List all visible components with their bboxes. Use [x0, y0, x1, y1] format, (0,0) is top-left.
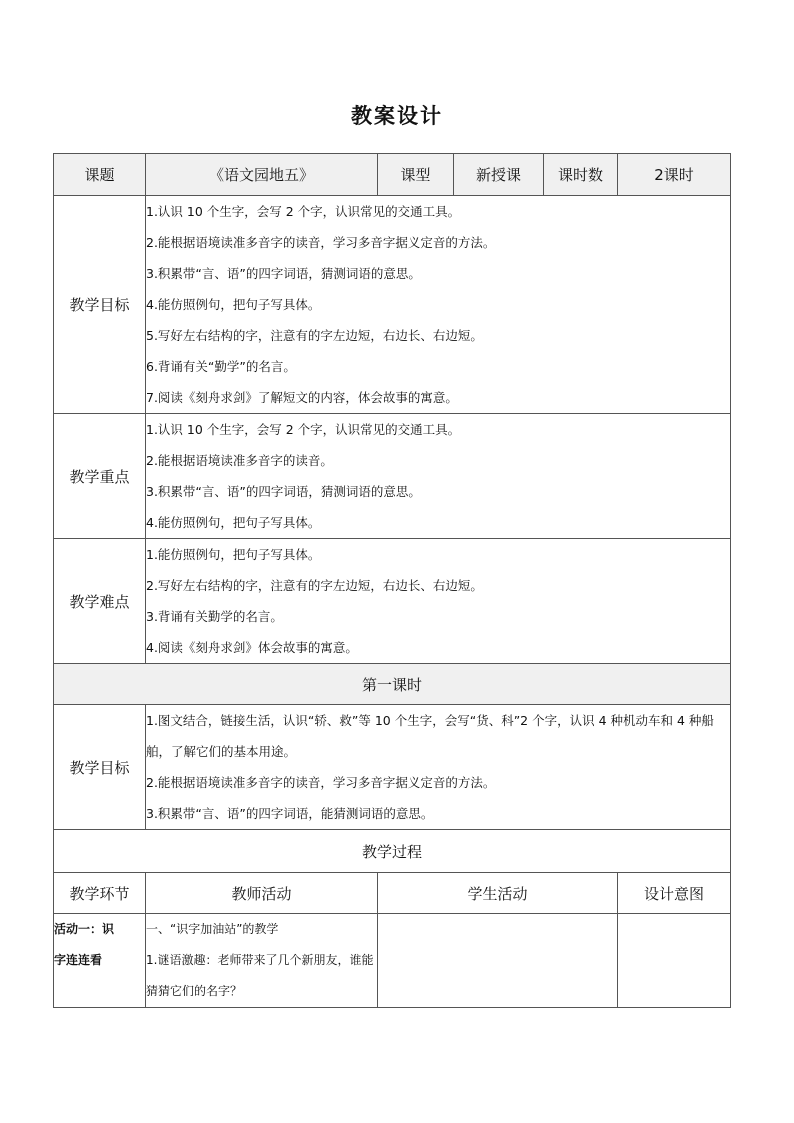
table-row	[54, 914, 731, 1008]
list-item: 4.能仿照例句，把句子写具体。	[146, 515, 321, 530]
list-item: 3.积累带“言、语”的四字词语，猜测词语的意思。	[146, 266, 421, 281]
process-heading: 教学过程	[54, 830, 731, 873]
list-item: 4.阅读《刻舟求剑》体会故事的寓意。	[146, 640, 358, 655]
difficulties-list	[146, 539, 731, 664]
list-item: 1.认识 10 个生字，会写 2 个字，认识常见的交通工具。	[146, 422, 461, 437]
list-item: 1.认识 10 个生字，会写 2 个字，认识常见的交通工具。	[146, 204, 461, 219]
column-intent: 设计意图	[618, 873, 731, 914]
lesson1-heading-row	[54, 664, 731, 705]
stage-text: 字连连看	[54, 953, 103, 967]
design-intent-cell	[618, 914, 731, 1008]
stage-cell	[54, 914, 146, 1008]
lesson1-objectives-list	[146, 705, 731, 830]
objectives-list	[146, 196, 731, 414]
column-student: 学生活动	[378, 873, 618, 914]
lesson1-objectives-row	[54, 705, 731, 830]
list-item: 7.阅读《刻舟求剑》了解短文的内容，体会故事的寓意。	[146, 390, 458, 405]
list-item: 3.积累带“言、语”的四字词语，能猜测词语的意思。	[146, 806, 434, 821]
key-points-row	[54, 414, 731, 539]
difficulties-label: 教学难点	[54, 539, 146, 664]
list-item: 2.能根据语境读准多音字的读音。	[146, 453, 333, 468]
teacher-activity-text: 一、“识字加油站”的教学	[146, 922, 279, 936]
process-heading-row	[54, 830, 731, 873]
list-item: 2.写好左右结构的字，注意有的字左边短，右边长、右边短。	[146, 578, 483, 593]
lesson1-heading: 第一课时	[54, 664, 731, 705]
objectives-label: 教学目标	[54, 196, 146, 414]
student-activity-cell	[378, 914, 618, 1008]
list-item: 1.能仿照例句，把句子写具体。	[146, 547, 321, 562]
lesson1-objectives-label: 教学目标	[54, 705, 146, 830]
type-label: 课型	[378, 154, 454, 196]
topic-value: 《语文园地五》	[146, 154, 378, 196]
list-item: 1.图文结合，链接生活，认识“轿、救”等 10 个生字，会写“货、科”2 个字，认识 4 种机动车和 4 种船舶，了解它们的基本用途。	[146, 713, 714, 759]
process-columns-row	[54, 873, 731, 914]
header-row	[54, 154, 731, 196]
list-item: 4.能仿照例句，把句子写具体。	[146, 297, 321, 312]
lesson-plan-table	[53, 153, 731, 1008]
hours-label: 课时数	[544, 154, 618, 196]
page-title: 教案设计	[351, 104, 443, 128]
list-item: 5.写好左右结构的字，注意有的字左边短，右边长、右边短。	[146, 328, 483, 343]
teacher-activity-cell	[146, 914, 378, 1008]
difficulties-row	[54, 539, 731, 664]
column-stage: 教学环节	[54, 873, 146, 914]
key-points-label: 教学重点	[54, 414, 146, 539]
list-item: 3.积累带“言、语”的四字词语，猜测词语的意思。	[146, 484, 421, 499]
list-item: 3.背诵有关勤学的名言。	[146, 609, 283, 624]
stage-text: 活动一：识	[54, 922, 115, 936]
teacher-activity-text: 1.谜语激趣：老师带来了几个新朋友，谁能猜猜它们的名字？	[146, 953, 374, 998]
hours-value: 2课时	[618, 154, 731, 196]
list-item: 6.背诵有关“勤学”的名言。	[146, 359, 296, 374]
list-item: 2.能根据语境读准多音字的读音，学习多音字据义定音的方法。	[146, 775, 496, 790]
key-points-list	[146, 414, 731, 539]
type-value: 新授课	[454, 154, 544, 196]
list-item: 2.能根据语境读准多音字的读音，学习多音字据义定音的方法。	[146, 235, 496, 250]
objectives-row	[54, 196, 731, 414]
topic-label: 课题	[54, 154, 146, 196]
column-teacher: 教师活动	[146, 873, 378, 914]
